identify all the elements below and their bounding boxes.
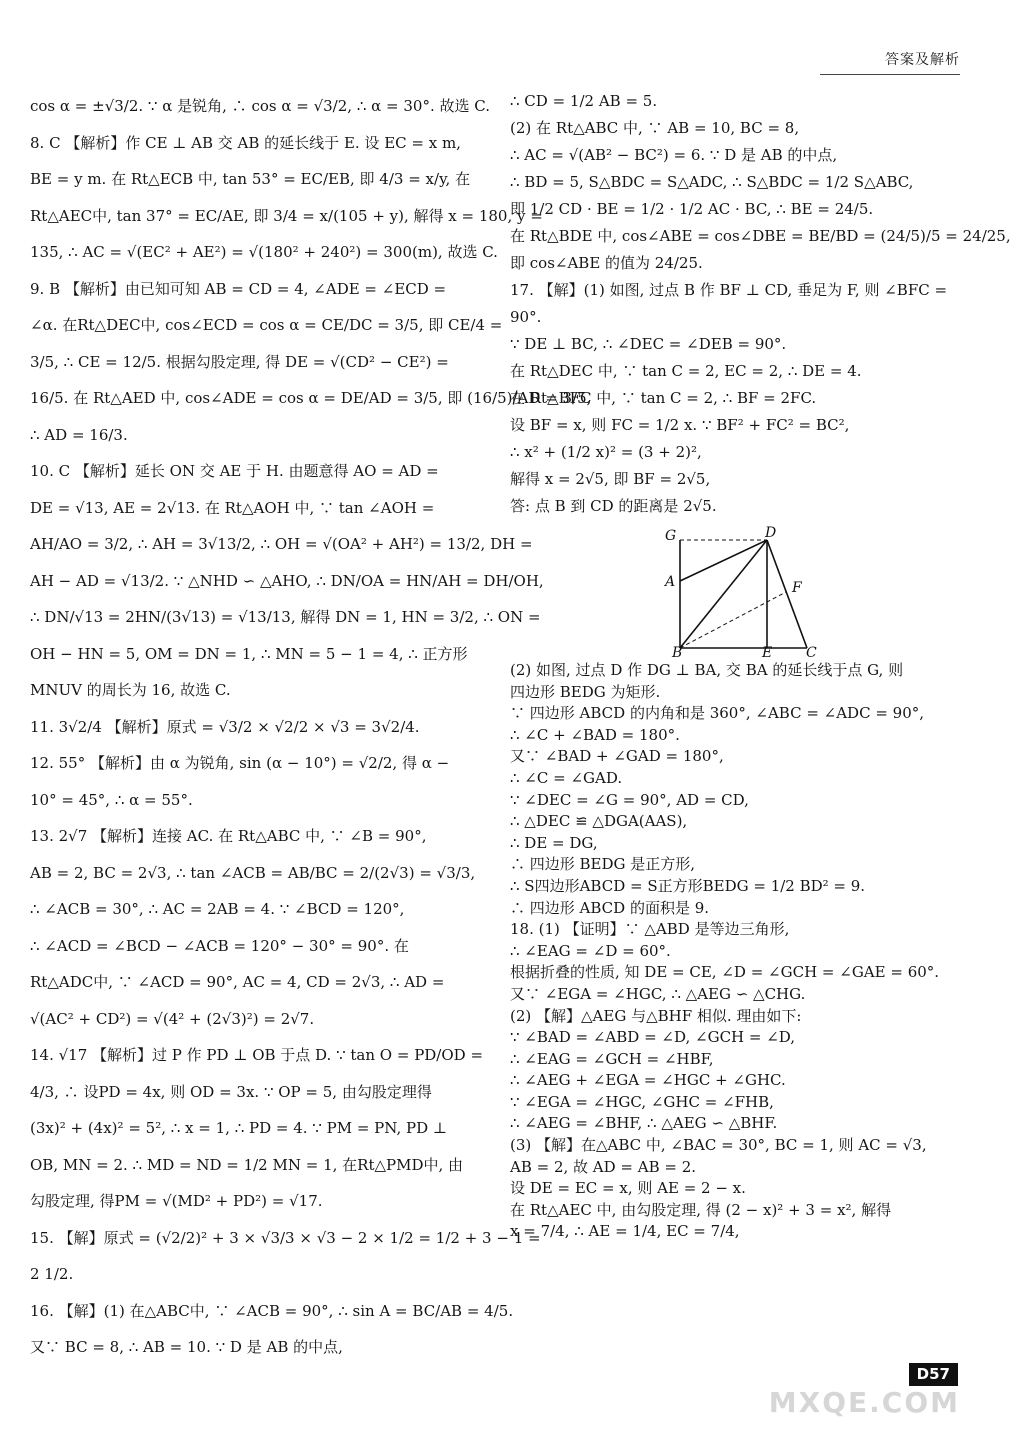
left-line: BE = y m. 在 Rt△ECB 中, tan 53° = EC/EB, 即 4/3 = x/y, 在: [30, 170, 471, 188]
right-bottom-line: 又∵ ∠EGA = ∠HGC, ∴ △AEG ∽ △CHG.: [510, 984, 806, 1003]
left-line: 勾股定理, 得PM = √(MD² + PD²) = √17.: [30, 1192, 323, 1210]
left-line: 16/5. 在 Rt△AED 中, cos∠ADE = cos α = DE/AD = 3/5, 即 (16/5)/AD = 3/5,: [30, 389, 592, 407]
right-top-line: 即 1/2 CD · BE = 1/2 · 1/2 AC · BC, ∴ BE = 24/5.: [510, 200, 874, 218]
figure-svg: [510, 525, 970, 661]
label-g: G: [665, 528, 677, 544]
right-top-line: 在 Rt△BDE 中, cos∠ABE = cos∠DBE = BE/BD = (24/5)/5 = 24/25,: [510, 227, 1011, 245]
left-line: 135, ∴ AC = √(EC² + AE²) = √(180² + 240²) = 300(m), 故选 C.: [30, 243, 498, 261]
page-number: D57: [909, 1363, 958, 1386]
left-line: 16. 【解】(1) 在△ABC中, ∵ ∠ACB = 90°, ∴ sin A = BC/AB = 4/5.: [30, 1301, 514, 1320]
left-line: 3/5, ∴ CE = 12/5. 根据勾股定理, 得 DE = √(CD² − CE²) =: [30, 352, 449, 371]
left-line: AH − AD = √13/2. ∵ △NHD ∽ △AHO, ∴ DN/OA = HN/AH = DH/OH,: [30, 571, 544, 590]
left-line: 9. B 【解析】由已知可知 AB = CD = 4, ∠ADE = ∠ECD =: [30, 279, 447, 298]
right-bottom-line: 在 Rt△AEC 中, 由勾股定理, 得 (2 − x)² + 3 = x², 解得: [510, 1200, 892, 1219]
right-bottom-line: ∴ 四边形 ABCD 的面积是 9.: [510, 898, 710, 917]
left-line: DE = √13, AE = 2√13. 在 Rt△AOH 中, ∵ tan ∠AOH =: [30, 498, 435, 517]
right-bottom-line: 根据折叠的性质, 知 DE = CE, ∠D = ∠GCH = ∠GAE = 60°.: [510, 963, 940, 982]
right-bottom-line: ∴ ∠C = ∠GAD.: [510, 768, 623, 787]
right-bottom-line: ∴ ∠EAG = ∠D = 60°.: [510, 941, 671, 960]
right-bottom-line: ∴ S四边形ABCD = S正方形BEDG = 1/2 BD² = 9.: [510, 876, 866, 895]
right-top-line: 90°.: [510, 308, 542, 326]
right-bottom-line: ∴ ∠AEG = ∠BHF, ∴ △AEG ∽ △BHF.: [510, 1114, 778, 1133]
right-top-text: [510, 88, 1011, 520]
right-top-line: 即 cos∠ABE 的值为 24/25.: [510, 254, 703, 272]
right-bottom-line: ∵ ∠EGA = ∠HGC, ∠GHC = ∠FHB,: [510, 1092, 774, 1111]
left-line: √(AC² + CD²) = √(4² + (2√3)²) = 2√7.: [30, 1009, 315, 1028]
left-line: 2 1/2.: [30, 1265, 74, 1283]
right-top-line: 17. 【解】(1) 如图, 过点 B 作 BF ⊥ CD, 垂足为 F, 则 ∠BFC =: [510, 281, 948, 299]
geometry-figure: [510, 525, 970, 661]
left-line: 10° = 45°, ∴ α = 55°.: [30, 790, 193, 809]
right-top-line: 答: 点 B 到 CD 的距离是 2√5.: [510, 497, 717, 515]
left-line: 10. C 【解析】延长 ON 交 AE 于 H. 由题意得 AO = AD =: [30, 462, 439, 480]
right-bottom-text: [510, 660, 965, 1243]
left-line: 4/3, ∴ 设PD = 4x, 则 OD = 3x. ∵ OP = 5, 由勾股定理得: [30, 1082, 432, 1101]
left-line: ∴ AD = 16/3.: [30, 425, 128, 444]
header-title: 答案及解析: [885, 52, 960, 68]
right-top-line: ∴ CD = 1/2 AB = 5.: [510, 92, 658, 110]
left-line: 12. 55° 【解析】由 α 为锐角, sin (α − 10°) = √2/2, 得 α −: [30, 754, 450, 772]
right-bottom-line: ∵ ∠BAD = ∠ABD = ∠D, ∠GCH = ∠D,: [510, 1028, 796, 1047]
right-bottom-line: 四边形 BEDG 为矩形.: [510, 682, 661, 701]
left-line: AB = 2, BC = 2√3, ∴ tan ∠ACB = AB/BC = 2/(2√3) = √3/3,: [30, 863, 476, 882]
label-a: A: [665, 574, 676, 590]
left-line: cos α = ±√3/2. ∵ α 是锐角, ∴ cos α = √3/2, ∴ α = 30°. 故选 C.: [30, 97, 490, 115]
right-top-line: 解得 x = 2√5, 即 BF = 2√5,: [510, 470, 711, 488]
right-bottom-line: ∴ ∠C + ∠BAD = 180°.: [510, 725, 680, 744]
right-top-line: ∵ DE ⊥ BC, ∴ ∠DEC = ∠DEB = 90°.: [510, 335, 787, 353]
label-f: F: [792, 580, 802, 596]
left-line: 14. √17 【解析】过 P 作 PD ⊥ OB 于点 D. ∵ tan O = PD/OD =: [30, 1046, 484, 1064]
left-line: (3x)² + (4x)² = 5², ∴ x = 1, ∴ PD = 4. ∵ PM = PN, PD ⊥: [30, 1119, 447, 1137]
right-bottom-line: ∴ △DEC ≌ △DGA(AAS),: [510, 812, 688, 831]
right-bottom-line: (3) 【解】在△ABC 中, ∠BAC = 30°, BC = 1, 则 AC = √3,: [510, 1136, 927, 1155]
right-top-line: ∴ BD = 5, S△BDC = S△ADC, ∴ S△BDC = 1/2 S△ABC,: [510, 173, 914, 191]
right-bottom-line: (2) 如图, 过点 D 作 DG ⊥ BA, 交 BA 的延长线于点 G, 则: [510, 661, 904, 679]
label-b: B: [672, 645, 683, 661]
left-line: 8. C 【解析】作 CE ⊥ AB 交 AB 的延长线于 E. 设 EC = x m,: [30, 133, 461, 152]
left-line: 15. 【解】原式 = (√2/2)² + 3 × √3/3 × √3 − 2 × 1/2 = 1/2 + 3 − 1 =: [30, 1228, 541, 1247]
left-line: OB, MN = 2. ∴ MD = ND = 1/2 MN = 1, 在Rt△PMD中, 由: [30, 1155, 464, 1174]
label-c: C: [806, 645, 817, 661]
right-column: [510, 88, 1011, 1243]
right-bottom-line: ∴ ∠EAG = ∠GCH = ∠HBF,: [510, 1049, 714, 1068]
left-line: Rt△ADC中, ∵ ∠ACD = 90°, AC = 4, CD = 2√3, ∴ AD =: [30, 973, 445, 991]
right-top-line: (2) 在 Rt△ABC 中, ∵ AB = 10, BC = 8,: [510, 119, 800, 137]
right-top-line: 在 Rt△BFC 中, ∵ tan C = 2, ∴ BF = 2FC.: [510, 389, 817, 407]
left-line: ∴ ∠ACD = ∠BCD − ∠ACB = 120° − 30° = 90°. 在: [30, 936, 409, 955]
left-line: ∠α. 在Rt△DEC中, cos∠ECD = cos α = CE/DC = 3/5, 即 CE/4 =: [30, 316, 503, 334]
right-bottom-line: ∵ ∠DEC = ∠G = 90°, AD = CD,: [510, 790, 749, 809]
left-line: ∴ ∠ACB = 30°, ∴ AC = 2AB = 4. ∵ ∠BCD = 120°,: [30, 900, 405, 918]
right-bottom-line: 18. (1) 【证明】∵ △ABD 是等边三角形,: [510, 920, 790, 939]
left-line: MNUV 的周长为 16, 故选 C.: [30, 681, 231, 699]
left-line: OH − HN = 5, OM = DN = 1, ∴ MN = 5 − 1 = 4, ∴ 正方形: [30, 644, 468, 663]
left-line: 又∵ BC = 8, ∴ AB = 10. ∵ D 是 AB 的中点,: [30, 1338, 343, 1356]
right-top-line: ∴ x² + (1/2 x)² = (3 + 2)²,: [510, 443, 702, 461]
watermark-logo: MXQE.COM: [768, 1386, 960, 1419]
right-bottom-line: 设 DE = EC = x, 则 AE = 2 − x.: [510, 1179, 746, 1198]
right-bottom-line: ∵ 四边形 ABCD 的内角和是 360°, ∠ABC = ∠ADC = 90°,: [510, 704, 925, 723]
left-line: 13. 2√7 【解析】连接 AC. 在 Rt△ABC 中, ∵ ∠B = 90°,: [30, 827, 427, 845]
label-e: E: [762, 645, 773, 661]
right-bottom-line: ∴ 四边形 BEDG 是正方形,: [510, 855, 696, 874]
left-line: ∴ DN/√13 = 2HN/(3√13) = √13/13, 解得 DN = 1, HN = 3/2, ∴ ON =: [30, 608, 541, 626]
right-bottom-line: x = 7/4, ∴ AE = 1/4, EC = 7/4,: [510, 1222, 740, 1241]
left-line: Rt△AEC中, tan 37° = EC/AE, 即 3/4 = x/(105 + y), 解得 x = 180, y =: [30, 206, 543, 225]
right-bottom-line: ∴ ∠AEG + ∠EGA = ∠HGC + ∠GHC.: [510, 1071, 786, 1090]
right-bottom-line: (2) 【解】△AEG 与△BHF 相似. 理由如下:: [510, 1006, 802, 1025]
header-rule: [820, 74, 960, 75]
right-top-line: 设 BF = x, 则 FC = 1/2 x. ∵ BF² + FC² = BC²,: [510, 416, 850, 434]
right-bottom-line: AB = 2, 故 AD = AB = 2.: [510, 1157, 697, 1176]
right-bottom-line: 又∵ ∠BAD + ∠GAD = 180°,: [510, 747, 724, 766]
left-line: 11. 3√2/4 【解析】原式 = √3/2 × √2/2 × √3 = 3√2/4.: [30, 717, 420, 736]
left-line: AH/AO = 3/2, ∴ AH = 3√13/2, ∴ OH = √(OA² + AH²) = 13/2, DH =: [30, 535, 533, 553]
label-d: D: [765, 525, 777, 541]
right-top-line: ∴ AC = √(AB² − BC²) = 6. ∵ D 是 AB 的中点,: [510, 146, 838, 164]
right-top-line: 在 Rt△DEC 中, ∵ tan C = 2, EC = 2, ∴ DE = 4.: [510, 362, 862, 380]
right-bottom-line: ∴ DE = DG,: [510, 833, 598, 852]
